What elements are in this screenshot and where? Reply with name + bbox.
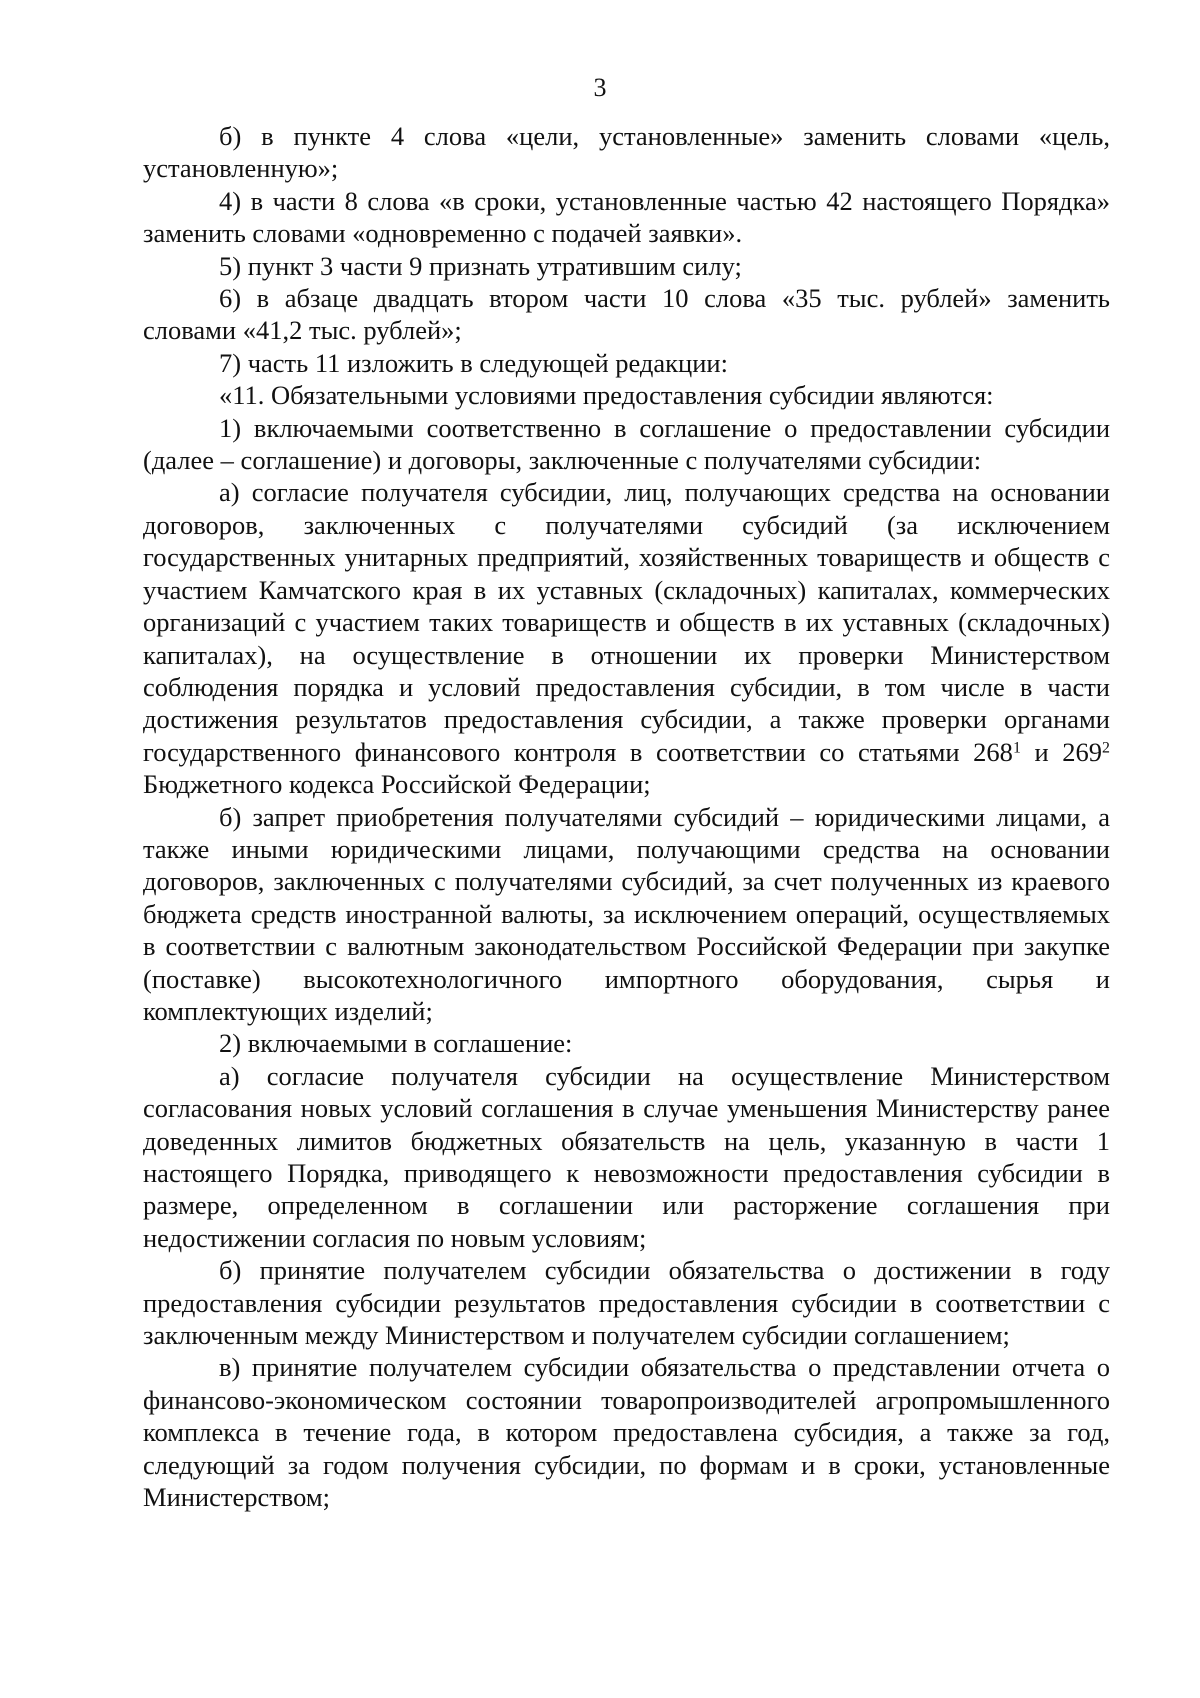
paragraph-b-obligation-results: б) принятие получателем субсидии обязательства о достижении в году предоставления субсидии результатов предоставления субсидии в соответствии с заключенным между Министерством и получателем субсидии соглашением; [143, 1255, 1110, 1351]
paragraph-b-prohibition: б) запрет приобретения получателями субсидий – юридическими лицами, а также иными юридическими лицами, получающими средства на основании договоров, заключенных с получателями субсидий, за счет полученных из краевого бюджета средств иностранной валюты, за исключением операций, осуществляемых в соответствии с валютным законодательством Российской Федерации при закупке (поставке) высокотехнологичного импортного оборудования, сырья и комплектующих изделий; [143, 801, 1110, 1026]
paragraph-a-text-mid: и 269 [1020, 736, 1103, 767]
paragraph-a-text-before: а) согласие получателя субсидии, лиц, получающих средства на основании договоров, заключенных с получателями субсидий (за исключением государственных унитарных предприятий, хозяйственных товариществ и обществ с участием Камчатского края в их уставных (складочных) капиталах, коммерческих организаций с участием таких товариществ и обществ в их уставных (складочных) капиталах), на осуществление в отношении их проверки Министерством соблюдения порядка и условий предоставления субсидии, в том числе в части достижения результатов предоставления субсидии, а также проверки органами государственного финансового контроля в соответствии со статьями 268 [143, 477, 1110, 767]
paragraph-4-part-8: 4) в части 8 слова «в сроки, установленные частью 42 настоящего Порядка» заменить словами «одновременно с подачей заявки». [143, 185, 1110, 249]
superscript-1: 1 [1012, 738, 1021, 756]
paragraph-v-obligation-report: в) принятие получателем субсидии обязательства о представлении отчета о финансово-экономическом состоянии товаропроизводителей агропромышленного комплекса в течение года, в котором предоставлена субсидия, а также за год, следующий за годом получения субсидии, по формам и в сроки, установленные Министерством; [143, 1352, 1110, 1513]
paragraph-7-part-11: 7) часть 11 изложить в следующей редакции: [219, 347, 728, 378]
paragraph-a-text-after: Бюджетного кодекса Российской Федерации; [143, 769, 651, 800]
paragraph-a-consent [143, 476, 1110, 800]
document-body [143, 120, 1110, 1513]
paragraph-b-point-4: б) в пункте 4 слова «цели, установленные» заменить словами «цель, установленную»; [143, 121, 1110, 184]
paragraph-6-part-10: 6) в абзаце двадцать втором части 10 слова «35 тыс. рублей» заменить словами «41,2 тыс. рублей»; [143, 283, 1110, 346]
paragraph-a-agreement-consent: а) согласие получателя субсидии на осуществление Министерством согласования новых условий соглашения в случае уменьшения Министерству ранее доведенных лимитов бюджетных обязательств на цель, указанную в части 1 настоящего Порядка, приводящего к невозможности предоставления субсидии в размере, определенном в соглашении или расторжение соглашения при недостижении согласия по новым условиям; [143, 1060, 1110, 1253]
superscript-2: 2 [1102, 738, 1110, 756]
paragraph-1-included: 1) включаемыми соответственно в соглашение о предоставлении субсидии (далее – соглашение) и договоры, заключенные с получателями субсидии: [143, 412, 1110, 476]
page-number: 3 [593, 73, 607, 102]
paragraph-5-part-9: 5) пункт 3 части 9 признать утратившим силу; [219, 250, 742, 281]
paragraph-2-included: 2) включаемыми в соглашение: [219, 1028, 573, 1059]
paragraph-11-conditions: «11. Обязательными условиями предоставления субсидии являются: [219, 380, 994, 411]
